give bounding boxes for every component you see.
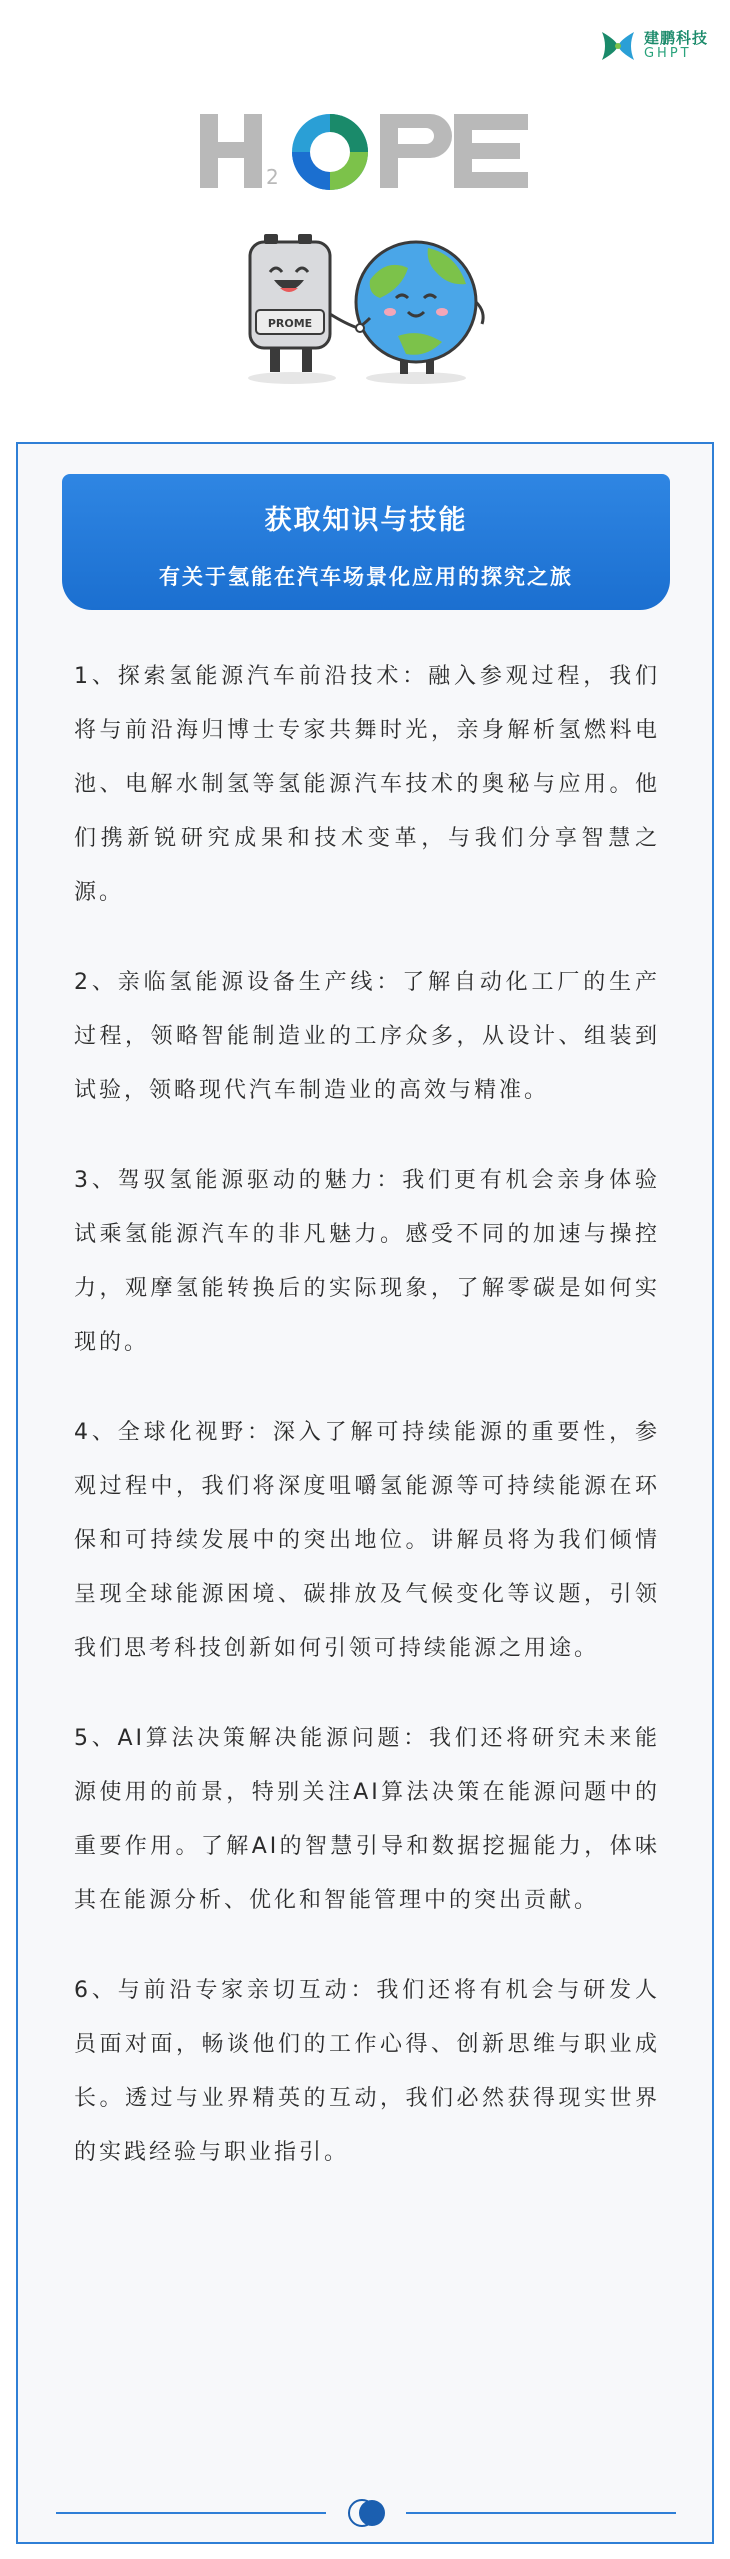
paragraph-2: 2、亲临氢能源设备生产线：了解自动化工厂的生产过程，领略智能制造业的工序众多，从设计、组装到试验，领略现代汽车制造业的高效与精准。 (74, 970, 660, 1103)
paragraph-1: 1、探索氢能源汽车前沿技术：融入参观过程，我们将与前沿海归博士专家共舞时光，亲身解析氢燃料电池、电解水制氢等氢能源汽车技术的奥秘与应用。他们携新锐研究成果和技术变革，与我们分享智慧之源。 (74, 664, 660, 905)
divider-line-left (56, 2512, 326, 2514)
hope-logo (198, 104, 534, 200)
mascot-label: PROME (267, 317, 313, 330)
banner-title: 获取知识与技能 (264, 505, 468, 536)
paragraph-3: 3、驾驭氢能源驱动的魅力：我们更有机会亲身体验试乘氢能源汽车的非凡魅力。感受不同的加速与操控力，观摩氢能转换后的实际现象，了解零碳是如何实现的。 (74, 1168, 660, 1355)
brand-mark-icon (598, 26, 638, 66)
header-banner (62, 474, 670, 610)
paragraph-6: 6、与前沿专家亲切互动：我们还将有机会与研发人员面对面，畅谈他们的工作心得、创新思维与职业成长。透过与业界精英的互动，我们必然获得现实世界的实践经验与职业指引。 (74, 1978, 660, 2165)
bottom-divider (56, 2498, 676, 2528)
divider-line-right (406, 2512, 676, 2514)
svg-text:2: 2 (266, 165, 279, 189)
brand-logo (598, 26, 708, 66)
mascot-illustration (230, 228, 500, 388)
paragraph-5: 5、AI算法决策解决能源问题：我们还将研究未来能源使用的前景，特别关注AI算法决策在能源问题中的重要作用。了解AI的智慧引导和数据挖掘能力，体味其在能源分析、优化和智能管理中的突出贡献。 (74, 1726, 660, 1913)
divider-dots-icon (340, 2498, 394, 2528)
banner-subtitle: 有关于氢能在汽车场景化应用的探究之旅 (159, 565, 573, 589)
content-body (74, 650, 660, 2216)
paragraph-4: 4、全球化视野：深入了解可持续能源的重要性，参观过程中，我们将深度咀嚼氢能源等可持续能源在环保和可持续发展中的突出地位。讲解员将为我们倾情呈现全球能源困境、碳排放及气候变化等议题，引领我们思考科技创新如何引领可持续能源之用途。 (74, 1420, 660, 1661)
brand-name-cn: 建鹏科技 (643, 29, 708, 48)
brand-name-en: GHPT (643, 46, 692, 62)
content-card (16, 442, 714, 2544)
